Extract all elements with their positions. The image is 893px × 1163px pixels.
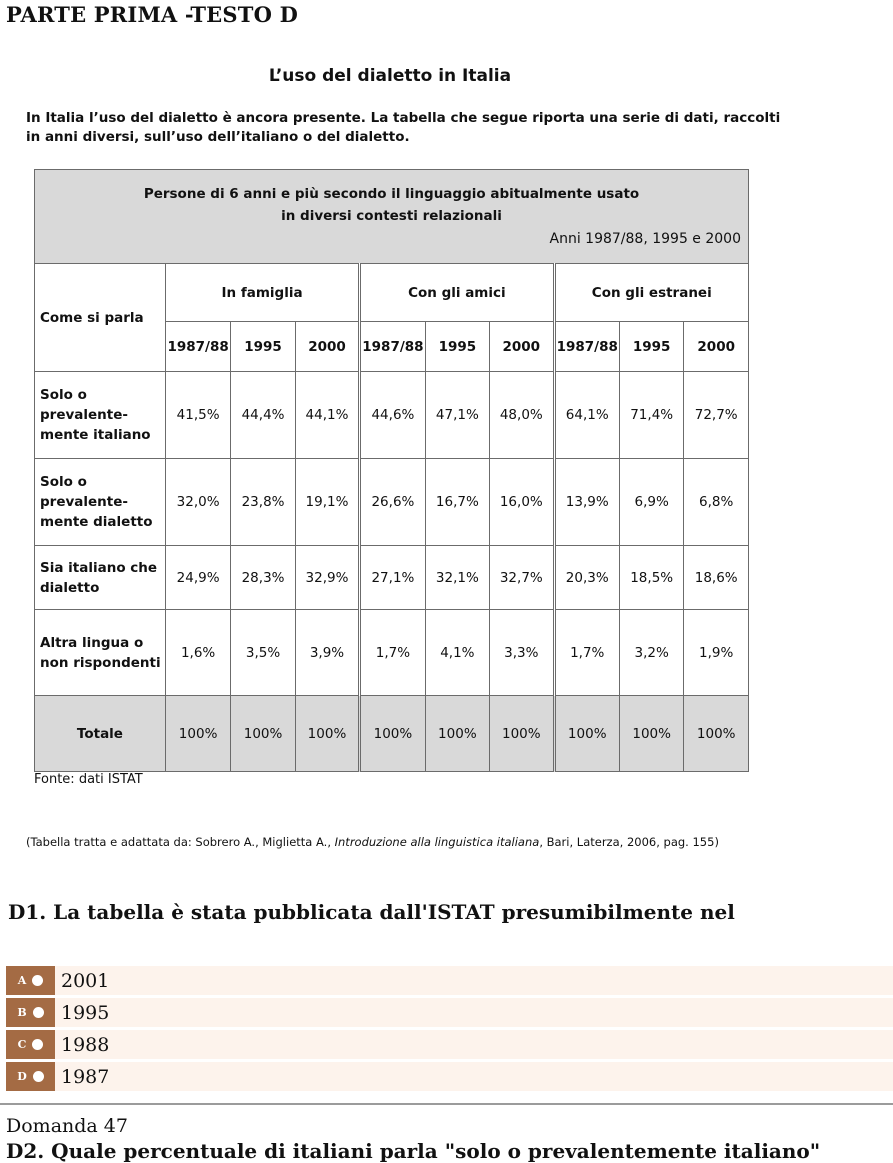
table-cell: 1,9% [684, 610, 749, 696]
table-cell: 32,9% [295, 546, 359, 610]
table-row [35, 459, 749, 546]
table-cell: 47,1% [425, 372, 489, 459]
radio-icon[interactable] [33, 1007, 44, 1018]
answer-options [6, 966, 893, 1094]
citation-before: (Tabella tratta e adattata da: Sobrero A., Miglietta A., [26, 835, 335, 849]
table-cell: 23,8% [231, 459, 295, 546]
table-cell: 32,0% [165, 459, 230, 546]
row-label: Solo o prevalente-mente italiano [35, 372, 166, 459]
table-cell: 100% [360, 696, 425, 772]
table-cell: 1,6% [165, 610, 230, 696]
table-cell: 44,6% [360, 372, 425, 459]
table-cell: 48,0% [490, 372, 554, 459]
section-header: PARTE PRIMA -TESTO D [6, 2, 298, 27]
option-badge[interactable] [6, 1030, 55, 1059]
table-cell: 32,7% [490, 546, 554, 610]
table-cell: 44,4% [231, 372, 295, 459]
table-cell: 71,4% [619, 372, 683, 459]
table-cell: 41,5% [165, 372, 230, 459]
table-cell: 4,1% [425, 610, 489, 696]
option-badge[interactable] [6, 966, 55, 995]
table-cell: 13,9% [554, 459, 619, 546]
table-cell: 3,5% [231, 610, 295, 696]
option-text[interactable]: 2001 [61, 969, 110, 992]
group-header: Con gli amici [360, 264, 554, 322]
table-cell: 16,0% [490, 459, 554, 546]
next-question-label: Domanda 47 [6, 1115, 128, 1137]
option-text[interactable]: 1988 [61, 1033, 110, 1056]
table-cell: 18,5% [619, 546, 683, 610]
group-header: In famiglia [165, 264, 359, 322]
table-cell: 3,9% [295, 610, 359, 696]
table-cell: 3,3% [490, 610, 554, 696]
table-cell: 44,1% [295, 372, 359, 459]
total-label: Totale [35, 696, 166, 772]
radio-icon[interactable] [32, 975, 43, 986]
citation-after: , Bari, Laterza, 2006, pag. 155) [539, 835, 719, 849]
table-cell: 27,1% [360, 546, 425, 610]
total-row [35, 696, 749, 772]
table-cell: 100% [684, 696, 749, 772]
year-header: 1987/88 [360, 322, 425, 372]
year-header: 2000 [684, 322, 749, 372]
table-row [35, 546, 749, 610]
answer-option-b[interactable] [6, 998, 893, 1027]
table-cell: 28,3% [231, 546, 295, 610]
table-cell: 16,7% [425, 459, 489, 546]
table-cell: 100% [619, 696, 683, 772]
radio-icon[interactable] [33, 1071, 44, 1082]
option-text[interactable]: 1987 [61, 1065, 110, 1088]
intro-paragraph: In Italia l’uso del dialetto è ancora presente. La tabella che segue riporta una serie di dati, raccolti in anni diversi, sull’uso dell’italiano o del dialetto. [26, 110, 781, 145]
answer-option-a[interactable] [6, 966, 893, 995]
divider [0, 1103, 893, 1105]
option-letter: D [17, 1070, 27, 1083]
table-cell: 72,7% [684, 372, 749, 459]
table-cell: 64,1% [554, 372, 619, 459]
table-cell: 100% [554, 696, 619, 772]
table-cell: 32,1% [425, 546, 489, 610]
table-cell: 20,3% [554, 546, 619, 610]
option-letter: A [17, 974, 27, 987]
year-header: 2000 [490, 322, 554, 372]
option-letter: C [17, 1038, 27, 1051]
year-header: 1995 [619, 322, 683, 372]
table-row [35, 372, 749, 459]
table-cell: 24,9% [165, 546, 230, 610]
table-cell: 19,1% [295, 459, 359, 546]
option-letter: B [17, 1006, 27, 1019]
row-label: Solo o prevalente-mente dialetto [35, 459, 166, 546]
year-header: 1995 [425, 322, 489, 372]
table-cell: 6,8% [684, 459, 749, 546]
table-cell: 100% [425, 696, 489, 772]
group-header: Con gli estranei [554, 264, 748, 322]
option-badge[interactable] [6, 1062, 55, 1091]
table-cell: 1,7% [554, 610, 619, 696]
row-label: Altra lingua o non rispondenti [35, 610, 166, 696]
row-header: Come si parla [35, 264, 166, 372]
answer-option-c[interactable] [6, 1030, 893, 1059]
table-cell: 100% [490, 696, 554, 772]
table-cell: 26,6% [360, 459, 425, 546]
citation-book-title: Introduzione alla linguistica italiana [334, 835, 540, 849]
table-cell: 6,9% [619, 459, 683, 546]
table-cell: 18,6% [684, 546, 749, 610]
table-cell: 3,2% [619, 610, 683, 696]
document-title: L’uso del dialetto in Italia [268, 66, 512, 86]
year-header: 1995 [231, 322, 295, 372]
table-cell: 1,7% [360, 610, 425, 696]
year-header: 1987/88 [554, 322, 619, 372]
dialect-usage-table [34, 169, 749, 772]
table-cell: 100% [165, 696, 230, 772]
year-header: 1987/88 [165, 322, 230, 372]
source-note: Fonte: dati ISTAT [34, 772, 143, 787]
answer-option-d[interactable] [6, 1062, 893, 1091]
row-label: Sia italiano che dialetto [35, 546, 166, 610]
caption-line-2: in diversi contesti relazionali [281, 208, 502, 224]
table-cell: 100% [295, 696, 359, 772]
option-badge[interactable] [6, 998, 55, 1027]
years-note: Anni 1987/88, 1995 e 2000 [549, 231, 741, 247]
radio-icon[interactable] [32, 1039, 43, 1050]
table-row [35, 610, 749, 696]
next-question-text: D2. Quale percentuale di italiani parla "solo o prevalentemente italiano" [6, 1139, 821, 1163]
table-cell: 100% [231, 696, 295, 772]
option-text[interactable]: 1995 [61, 1001, 110, 1024]
year-header: 2000 [295, 322, 359, 372]
citation [26, 835, 866, 849]
table-caption [35, 170, 749, 264]
question-text: D1. La tabella è stata pubblicata dall'ISTAT presumibilmente nel [8, 900, 735, 924]
caption-line-1: Persone di 6 anni e più secondo il linguaggio abitualmente usato [143, 186, 640, 202]
